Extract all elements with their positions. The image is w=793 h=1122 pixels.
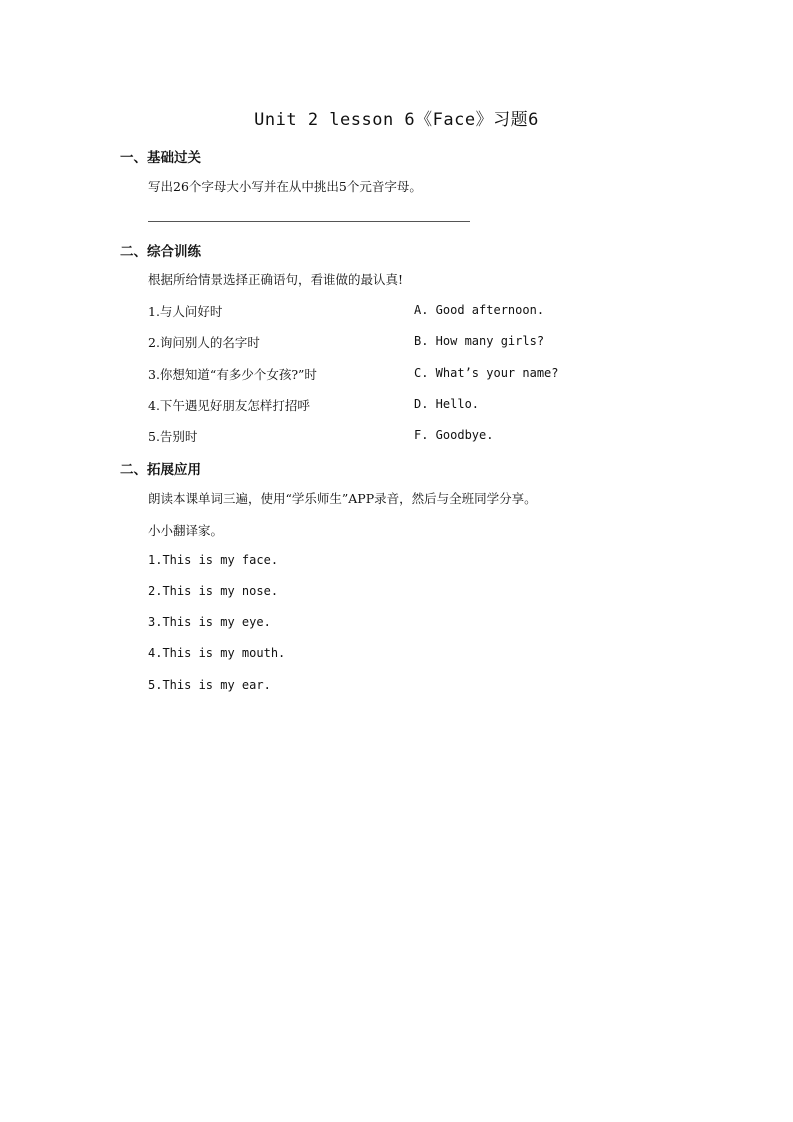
answer-option: F. Goodbye.: [414, 428, 494, 442]
translation-sentence: 1.This is my face.: [148, 553, 279, 567]
answer-option: B. How many girls?: [414, 334, 545, 348]
answer-option: A. Good afternoon.: [414, 303, 545, 317]
instruction-translate: 小小翻译家。: [148, 523, 224, 538]
instruction-matching: 根据所给情景选择正确语句，看谁做的最认真!: [148, 272, 404, 287]
situation-item: 4.下午遇见好朋友怎样打招呼: [148, 398, 310, 413]
situation-item: 1.与人问好时: [148, 304, 223, 319]
answer-blank-line: [148, 221, 470, 222]
answer-option: C. What’s your name?: [414, 366, 559, 380]
section-heading-practice: 二、综合训练: [120, 244, 201, 260]
page-title: Unit 2 lesson 6《Face》习题6: [254, 110, 539, 130]
instruction-recording: 朗读本课单词三遍，使用“学乐师生”APP录音，然后与全班同学分享。: [148, 491, 537, 506]
translation-sentence: 2.This is my nose.: [148, 584, 279, 598]
situation-item: 2.询问别人的名字时: [148, 335, 260, 350]
section-heading-basic: 一、基础过关: [120, 150, 201, 166]
translation-sentence: 3.This is my eye.: [148, 615, 271, 629]
answer-option: D. Hello.: [414, 397, 480, 411]
translation-sentence: 4.This is my mouth.: [148, 646, 286, 660]
instruction-letters: 写出26个字母大小写并在从中挑出5个元音字母。: [148, 179, 422, 194]
situation-item: 5.告别时: [148, 429, 198, 444]
translation-sentence: 5.This is my ear.: [148, 678, 271, 692]
situation-item: 3.你想知道“有多少个女孩?”时: [148, 367, 317, 382]
section-heading-extension: 二、拓展应用: [120, 462, 201, 478]
